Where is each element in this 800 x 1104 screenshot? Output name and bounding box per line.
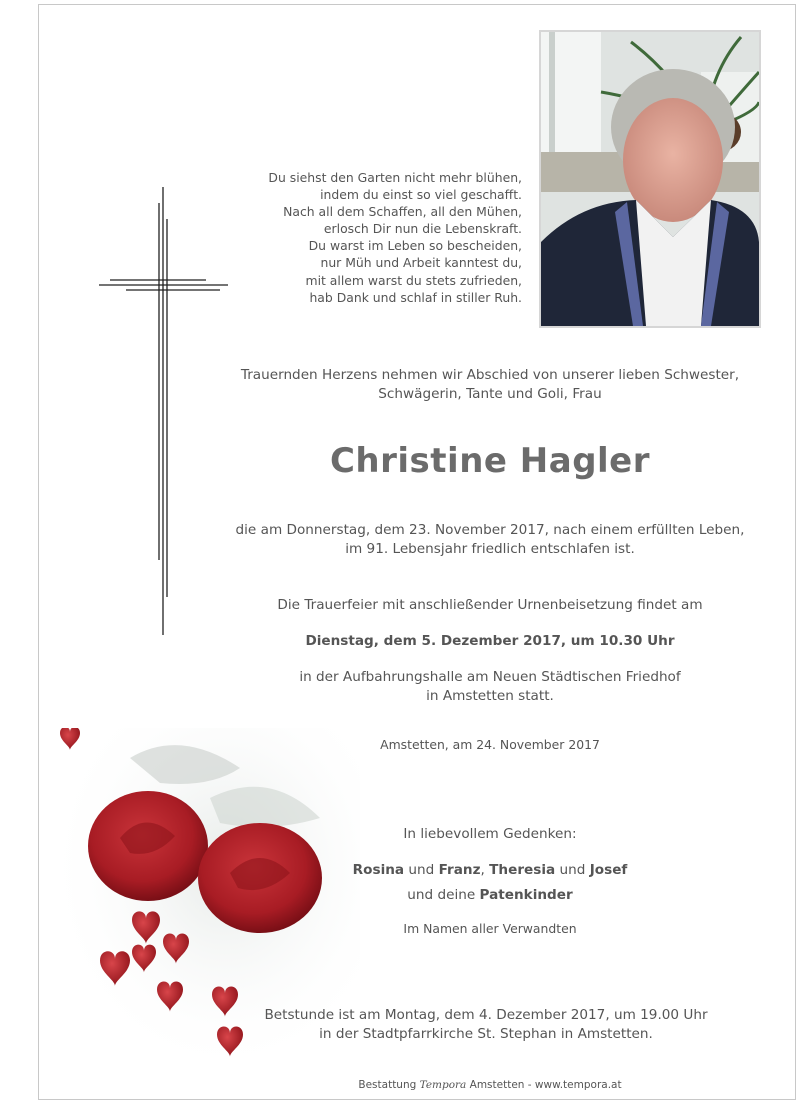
prayer-info [196,1006,776,1044]
death-info [200,521,780,559]
footer-brand: Tempora [419,1079,467,1091]
mourner-connector: , [480,862,490,878]
prayer-line-1: Betstunde ist am Montag, dem 4. Dezember 2017, um 19.00 Uhr [264,1007,708,1023]
mourners-godchildren [200,886,780,905]
poem-line: hab Dank und schlaf in stiller Ruh. [309,289,522,305]
poem-line: Du siehst den Garten nicht mehr blühen, [268,170,522,185]
ceremony-place-line-2: in Amstetten statt. [426,688,554,704]
mourners-heading: In liebevollem Gedenken: [403,826,577,842]
mourner-name: Rosina [352,862,405,878]
dateline: Amstetten, am 24. November 2017 [380,737,600,752]
portrait-photo [539,30,761,328]
mourner-name: Patenkinder [479,887,573,903]
footer [200,1079,780,1091]
intro-text [200,366,780,404]
poem-line: indem du einst so viel geschafft. [320,187,522,203]
mourner-name: Josef [589,862,628,878]
intro-line-2: Schwägerin, Tante und Goli, Frau [378,386,602,402]
relatives-line: Im Namen aller Verwandten [403,921,577,936]
deceased-name: Christine Hagler [329,441,651,481]
footer-prefix: Bestattung [358,1079,420,1091]
poem-line: erlosch Dir nun die Lebenskraft. [323,221,522,237]
mourner-name: Franz [438,862,481,878]
poem-line: Du warst im Leben so bescheiden, [308,238,522,254]
poem-line: mit allem warst du stets zufrieden, [305,272,522,288]
mourner-connector: und deine [407,887,480,903]
ceremony-intro: Die Trauerfeier mit anschließender Urnenbeisetzung findet am [277,597,703,613]
prayer-line-2: in der Stadtpfarrkirche St. Stephan in Amstetten. [319,1026,653,1042]
intro-line-1: Trauernden Herzens nehmen wir Abschied von unserer lieben Schwester, [240,367,740,383]
poem-line: Nach all dem Schaffen, all den Mühen, [283,204,522,220]
death-line-1: die am Donnerstag, dem 23. November 2017, nach einem erfüllten Leben, [235,522,745,538]
mourners-names [200,861,780,880]
mourner-name: Theresia [489,862,556,878]
ceremony-place [200,668,780,706]
poem-line: nur Müh und Arbeit kanntest du, [320,255,522,271]
death-line-2: im 91. Lebensjahr friedlich entschlafen ist. [345,541,635,557]
footer-url: www.tempora.at [534,1079,622,1091]
mourner-connector: und [555,862,590,878]
ceremony-date: Dienstag, dem 5. Dezember 2017, um 10.30 Uhr [305,633,675,649]
ceremony-place-line-1: in der Aufbahrungshalle am Neuen Städtischen Friedhof [299,669,681,685]
footer-mid: Amstetten - [466,1079,535,1091]
mourner-connector: und [404,862,439,878]
poem [200,169,522,306]
